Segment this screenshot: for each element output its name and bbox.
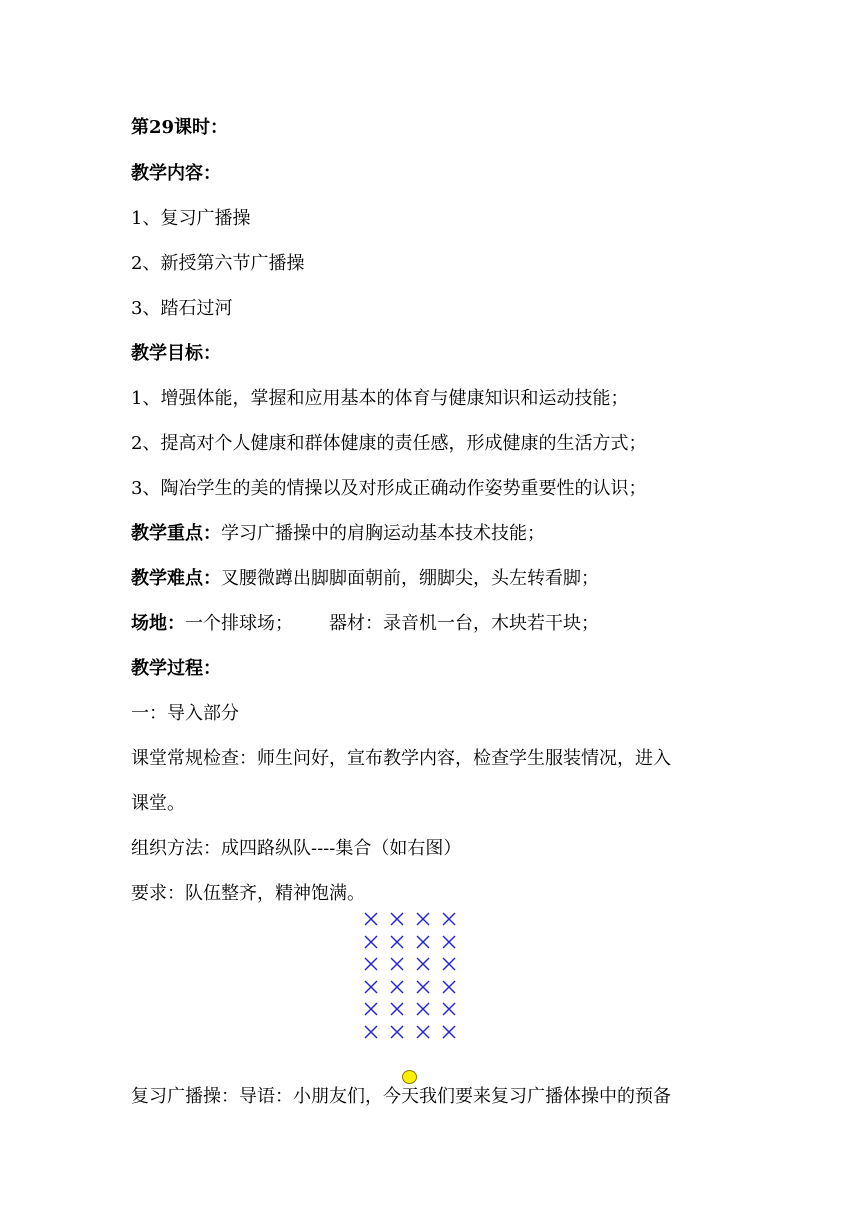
- formation-row: [358, 953, 462, 976]
- cross-icon: [436, 998, 462, 1021]
- key-point-label: 教学重点：: [131, 523, 221, 544]
- cross-icon: [410, 998, 436, 1021]
- cross-icon: [358, 931, 384, 954]
- review-text: 复习广播操：导语：小朋友们，今天我们要来复习广播体操中的预备: [131, 1086, 671, 1107]
- requirement: 要求：队伍整齐，精神饱满。: [131, 883, 365, 904]
- formation-row: [358, 908, 462, 931]
- cross-icon: [410, 1021, 436, 1044]
- cross-icon: [410, 908, 436, 931]
- lesson-title: 第29课时：: [131, 117, 229, 138]
- content-item: 2、新授第六节广播操: [131, 253, 305, 274]
- cross-icon: [358, 976, 384, 999]
- goal-item: 3、陶冶学生的美的情操以及对形成正确动作姿势重要性的认识；: [131, 478, 647, 499]
- part1-title: 一：导入部分: [131, 703, 239, 724]
- content-item: 3、踏石过河: [131, 298, 233, 319]
- cross-icon: [436, 976, 462, 999]
- routine-line: 课堂常规检查：师生问好，宣布教学内容，检查学生服装情况，进入: [131, 748, 671, 769]
- equipment-text: 器材：录音机一台，木块若干块；: [329, 613, 599, 634]
- cross-icon: [384, 908, 410, 931]
- cross-icon: [410, 976, 436, 999]
- goals-heading: 教学目标：: [131, 343, 221, 364]
- formation-diagram: [358, 908, 462, 1043]
- cross-icon: [358, 953, 384, 976]
- cross-icon: [410, 931, 436, 954]
- formation-row: [358, 998, 462, 1021]
- cross-icon: [436, 931, 462, 954]
- goal-item: 1、增强体能，掌握和应用基本的体育与健康知识和运动技能；: [131, 388, 629, 409]
- difficulty-text: 叉腰微蹲出脚脚面朝前，绷脚尖，头左转看脚；: [221, 568, 599, 589]
- cross-icon: [410, 953, 436, 976]
- formation-row: [358, 931, 462, 954]
- process-heading: 教学过程：: [131, 658, 221, 679]
- difficulty-label: 教学难点：: [131, 568, 221, 589]
- cross-icon: [384, 998, 410, 1021]
- difficulty: [131, 567, 599, 591]
- formation-row: [358, 1021, 462, 1044]
- formation-row: [358, 976, 462, 999]
- content-heading: 教学内容：: [131, 163, 221, 184]
- cross-icon: [384, 931, 410, 954]
- cross-icon: [384, 1021, 410, 1044]
- cross-icon: [358, 1021, 384, 1044]
- venue-equipment: [131, 612, 599, 636]
- cross-icon: [384, 953, 410, 976]
- cross-icon: [358, 998, 384, 1021]
- content-item: 1、复习广播操: [131, 208, 251, 229]
- key-point-text: 学习广播操中的肩胸运动基本技术技能；: [221, 523, 545, 544]
- venue-text: 一个排球场；: [185, 613, 293, 634]
- key-point: [131, 522, 545, 546]
- goal-item: 2、提高对个人健康和群体健康的责任感，形成健康的生活方式；: [131, 433, 647, 454]
- cross-icon: [384, 976, 410, 999]
- venue-label: 场地：: [131, 613, 185, 634]
- cross-icon: [436, 1021, 462, 1044]
- cross-icon: [358, 908, 384, 931]
- teacher-marker-icon: [402, 1070, 417, 1084]
- cross-icon: [436, 908, 462, 931]
- organization-method: 组织方法：成四路纵队----集合（如右图）: [131, 838, 462, 859]
- routine-line: 课堂。: [131, 793, 185, 814]
- cross-icon: [436, 953, 462, 976]
